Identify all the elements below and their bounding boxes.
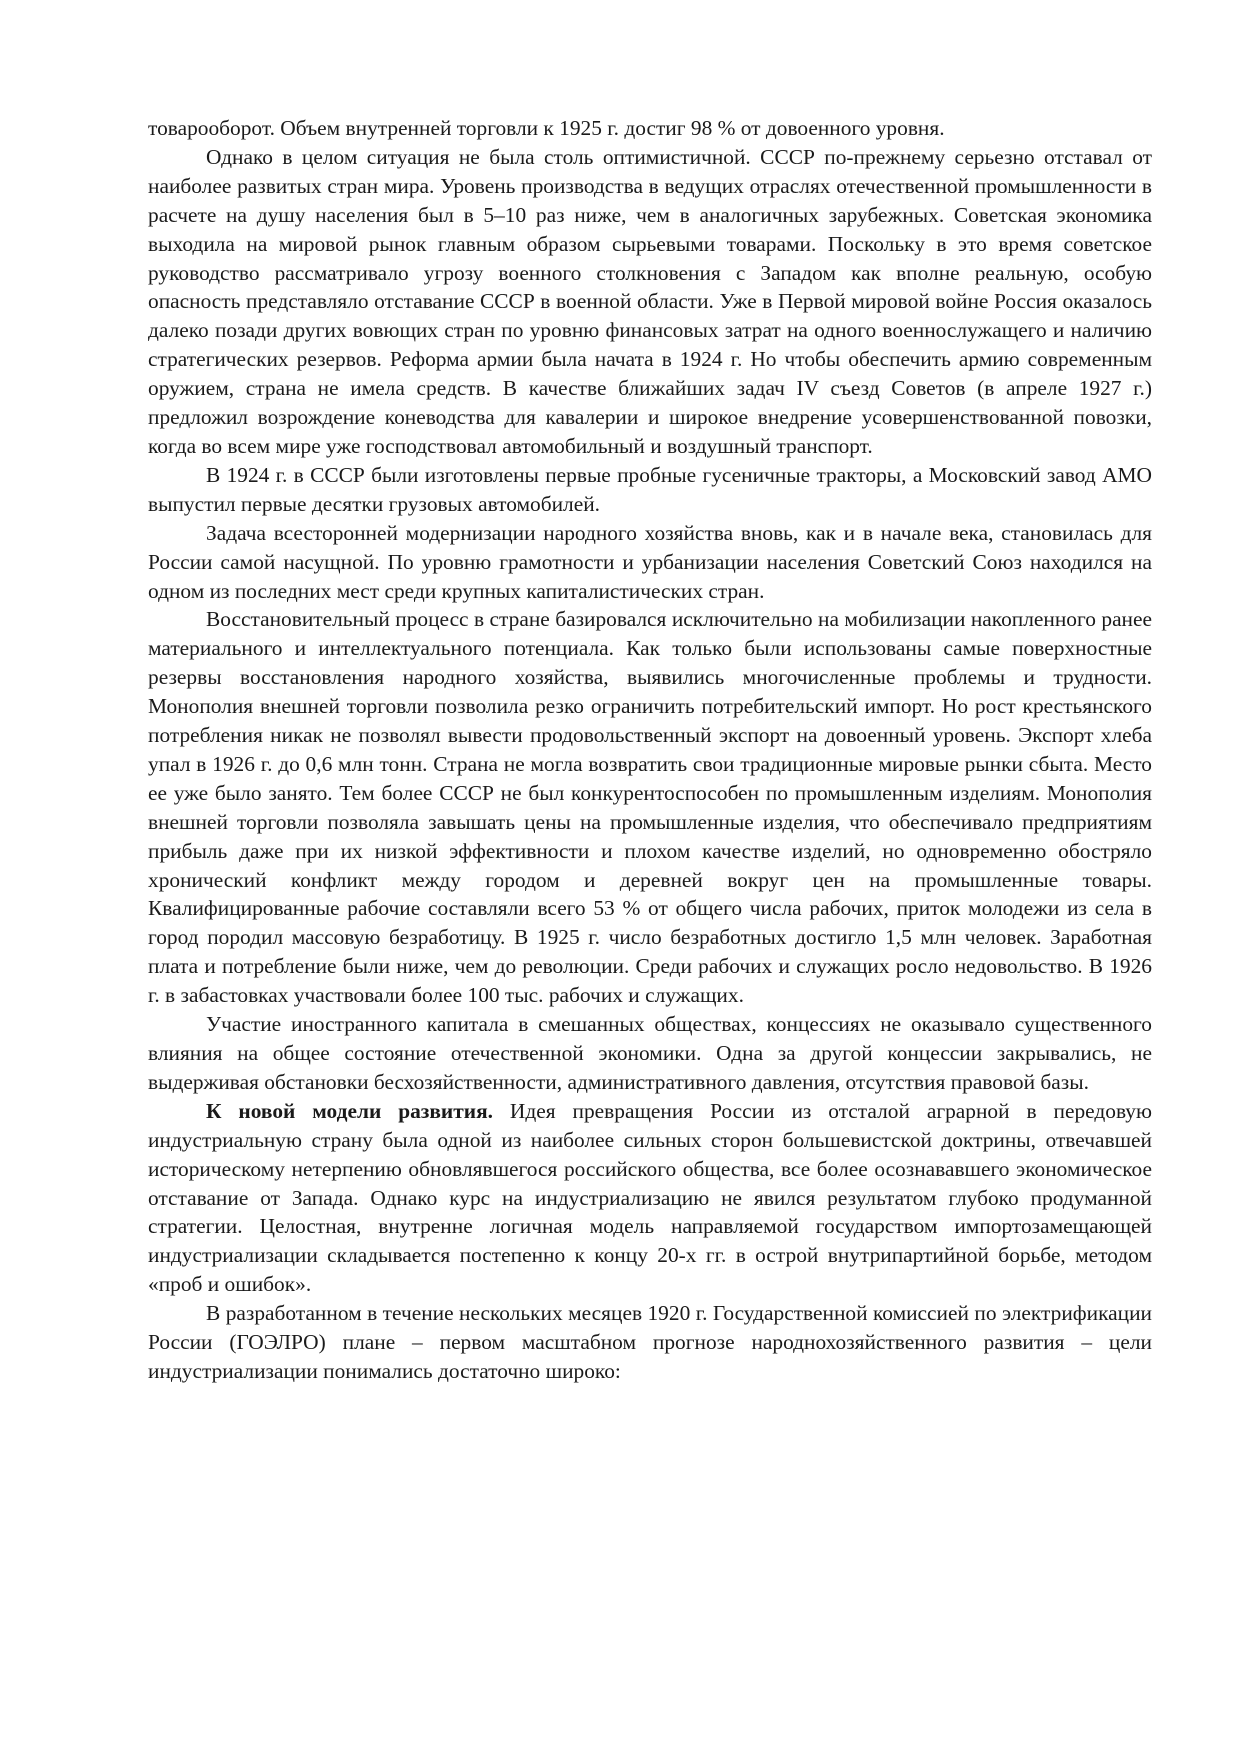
paragraph-3 <box>148 461 1152 519</box>
paragraph-text: Восстановительный процесс в стране базировался исключительно на мобилизации накопленного ранее материального и интеллектуального потенциала. Как только были использованы самые поверхностные резервы восстановления народного хозяйства, выявились многочисленные проблемы и трудности. Монополия внешней торговли позволила резко ограничить потребительский импорт. Но рост крестьянского потребления никак не позволял вывести продовольственный экспорт на довоенный уровень. Экспорт хлеба упал в 1926 г. до 0,6 млн тонн. Страна не могла возвратить свои традиционные мировые рынки сбыта. Место ее уже было занято. Тем более СССР не был конкурентоспособен по промышленным изделиям. Монополия внешней торговли позволяла завышать цены на промышленные изделия, что обеспечивало предприятиям прибыль даже при их низкой эффективности и плохом качестве изделий, но одновременно обостряло хронический конфликт между городом и деревней вокруг цен на промышленные товары. Квалифицированные рабочие составляли всего 53 % от общего числа рабочих, приток молодежи из села в город породил массовую безработицу. В 1925 г. число безработных достигло 1,5 млн человек. Заработная плата и потребление были ниже, чем до революции. Среди рабочих и служащих росло недовольство. В 1926 г. в забастовках участвовали более 100 тыс. рабочих и служащих. <box>148 607 1152 1008</box>
paragraph-5 <box>148 605 1152 1010</box>
paragraph-text: Идея превращения России из отсталой аграрной в передовую индустриальную страну была одной из наиболее сильных сторон большевистской доктрины, отвечавшей историческому нетерпению обновлявшегося российского общества, все более осознававшего экономическое отставание от Запада. Однако курс на индустриализацию не явился результатом глубоко продуманной стратегии. Целостная, внутренне логичная модель направляемой государством импортозамещающей индустриализации складывается постепенно к концу 20-х гг. в острой внутрипартийной борьбе, методом «проб и ошибок». <box>148 1098 1152 1297</box>
paragraph-text: Однако в целом ситуация не была столь оптимистичной. СССР по-прежнему серьезно отставал от наиболее развитых стран мира. Уровень производства в ведущих отраслях отечественной промышленности в расчете на душу населения был в 5–10 раз ниже, чем в аналогичных зарубежных. Советская экономика выходила на мировой рынок главным образом сырьевыми товарами. Поскольку в это время советское руководство рассматривало угрозу военного столкновения с Западом как вполне реальную, особую опасность представляло отставание СССР в военной области. Уже в Первой мировой войне Россия оказалось далеко позади других вовющих стран по уровню финансовых затрат на одного военнослужащего и наличию стратегических резервов. Реформа армии была начата в 1924 г. Но чтобы обеспечить армию современным оружием, страна не имела средств. В качестве ближайших задач IV съезд Советов (в апреле 1927 г.) предложил возрождение коневодства для кавалерии и широкое внедрение усовершенствованной повозки, когда во всем мире уже господствовал автомобильный и воздушный транспорт. <box>148 144 1152 458</box>
paragraph-text: товарооборот. Объем внутренней торговли к 1925 г. достиг 98 % от довоенного уровня. <box>148 116 945 140</box>
paragraph-text: В разработанном в течение нескольких месяцев 1920 г. Государственной комиссией по электрификации России (ГОЭЛРО) плане – первом масштабном прогнозе народнохозяйственного развития – цели индустриализации понимались достаточно широко: <box>148 1301 1152 1383</box>
paragraph-1 <box>148 114 1152 143</box>
paragraph-text: Участие иностранного капитала в смешанных обществах, концессиях не оказывало существенного влияния на общее состояние отечественной экономики. Одна за другой концессии закрывались, не выдерживая обстановки бесхозяйственности, административного давления, отсутствия правовой базы. <box>148 1012 1152 1094</box>
section-heading: К новой модели развития. <box>206 1098 494 1123</box>
paragraph-2 <box>148 143 1152 461</box>
paragraph-8 <box>148 1299 1152 1386</box>
paragraph-7 <box>148 1097 1152 1299</box>
paragraph-4 <box>148 519 1152 606</box>
paragraph-text: В 1924 г. в СССР были изготовлены первые пробные гусеничные тракторы, а Московский завод АМО выпустил первые десятки грузовых автомобилей. <box>148 462 1152 516</box>
paragraph-6 <box>148 1010 1152 1097</box>
document-page <box>148 114 1152 1386</box>
paragraph-text: Задача всесторонней модернизации народного хозяйства вновь, как и в начале века, становилась для России самой насущной. По уровню грамотности и урбанизации населения Советский Союз находился на одном из последних мест среди крупных капиталистических стран. <box>148 520 1152 603</box>
